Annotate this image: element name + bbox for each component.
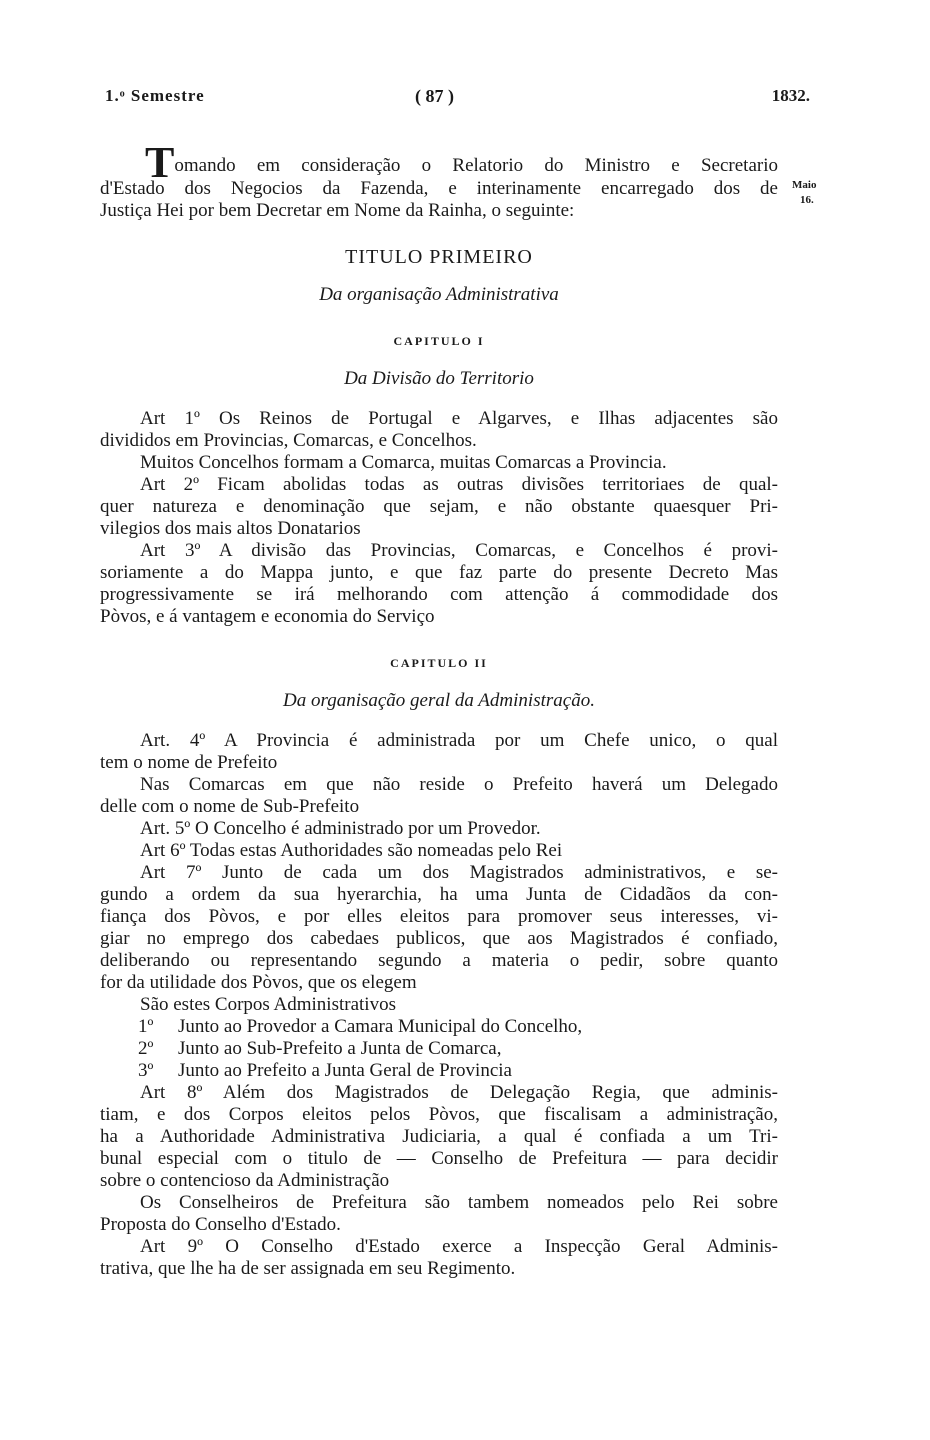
intro-paragraph [100, 138, 778, 222]
text-line: soriamente a do Mappa junto, e que faz parte do presente Decreto Mas [100, 562, 778, 583]
list-item [100, 1016, 778, 1038]
drop-cap: T [145, 138, 175, 187]
text-line: tiam, e dos Corpos eleitos pelos Pòvos, que fiscalisam a administração, [100, 1104, 778, 1125]
list-item-number: 1º [138, 1016, 154, 1037]
text-line: vilegios dos mais altos Donatarios [100, 518, 361, 539]
list-item-text: Junto ao Prefeito a Junta Geral de Provincia [178, 1060, 512, 1081]
titulo-heading: TITULO PRIMEIRO [345, 246, 533, 268]
capitulo-1-label: CAPITULO I [393, 334, 485, 348]
header-year: 1832. [771, 86, 810, 105]
list-item [100, 1060, 778, 1082]
text-line: sobre o contencioso da Administração [100, 1170, 390, 1191]
margin-month: Maio [792, 179, 817, 191]
text-line: Art 1º Os Reinos de Portugal e Algarves, e Ilhas adjacentes são [140, 408, 778, 429]
text-line: Nas Comarcas em que não reside o Prefeito haverá um Delegado [140, 774, 778, 795]
text-line: fiança dos Pòvos, e por elles eleitos para promover seus interesses, vi- [100, 906, 778, 927]
text-line: Art 6º Todas estas Authoridades são nomeadas pelo Rei [140, 840, 563, 861]
text-line: bunal especial com o titulo de — Conselho de Prefeitura — para decidir [100, 1148, 778, 1169]
capitulo-2-title: Da organisação geral da Administração. [283, 690, 595, 711]
text-line: Art 9º O Conselho d'Estado exerce a Inspecção Geral Adminis- [140, 1236, 778, 1257]
text-line: tem o nome de Prefeito [100, 752, 278, 773]
text-line: Muitos Concelhos formam a Comarca, muitas Comarcas a Provincia. [140, 452, 667, 473]
text-line: Os Conselheiros de Prefeitura são tambem nomeados pelo Rei sobre [140, 1192, 778, 1213]
text-line: delle com o nome de Sub-Prefeito [100, 796, 360, 817]
text-line: Art 2º Ficam abolidas todas as outras divisões territoriaes de qual- [140, 474, 778, 495]
capitulo-1-title: Da Divisão do Territorio [344, 368, 534, 389]
list-item [100, 1038, 778, 1060]
margin-date-note [792, 178, 836, 208]
text-line: trativa, que lhe ha de ser assignada em seu Regimento. [100, 1258, 516, 1279]
text-line: Art 3º A divisão das Provincias, Comarcas, e Concelhos é provi- [140, 540, 778, 561]
text-line: São estes Corpos Administrativos [140, 994, 396, 1015]
text-line: Pòvos, e á vantagem e economia do Serviço [100, 606, 435, 627]
text-line: ha a Authoridade Administrativa Judiciaria, a qual é confiada a um Tri- [100, 1126, 778, 1147]
capitulo-1-text [100, 408, 778, 628]
page-header [105, 86, 810, 116]
margin-day: 16. [800, 194, 814, 206]
list-item-number: 2º [138, 1038, 154, 1059]
intro-line: omando em consideração o Relatorio do Ministro e Secretario [174, 155, 778, 176]
list-item-number: 3º [138, 1060, 154, 1081]
intro-line: d'Estado dos Negocios da Fazenda, e interinamente encarregado dos de [100, 178, 778, 199]
text-line: progressivamente se irá melhorando com attenção á commodidade dos [100, 584, 778, 605]
text-line: Art. 4º A Provincia é administrada por um Chefe unico, o qual [140, 730, 778, 751]
capitulo-2-text-continued [100, 1082, 778, 1280]
header-page-number: ( 87 ) [415, 86, 454, 106]
text-line: gundo a ordem da sua hyerarchia, ha uma Junta de Cidadãos da con- [100, 884, 778, 905]
titulo-subtitle: Da organisação Administrativa [319, 284, 559, 305]
header-semester: 1.ᵒ Semestre [105, 86, 205, 105]
text-line: divididos em Provincias, Comarcas, e Concelhos. [100, 430, 477, 451]
text-line: Art 8º Além dos Magistrados de Delegação Regia, que adminis- [140, 1082, 778, 1103]
text-line: Art 7º Junto de cada um dos Magistrados administrativos, e se- [140, 862, 778, 883]
text-line: for da utilidade dos Pòvos, que os elegem [100, 972, 417, 993]
text-line: Art. 5º O Concelho é administrado por um Provedor. [140, 818, 541, 839]
capitulo-2-label: CAPITULO II [390, 656, 488, 670]
capitulo-2-text [100, 730, 778, 1016]
text-line: deliberando ou representando segundo a materia o pedir, sobre quanto [100, 950, 778, 971]
corpos-list [100, 1016, 778, 1082]
text-line: Proposta do Conselho d'Estado. [100, 1214, 341, 1235]
text-line: quer natureza e denominação que sejam, e não obstante quaesquer Pri- [100, 496, 778, 517]
document-body [100, 138, 778, 1280]
intro-line: Justiça Hei por bem Decretar em Nome da Rainha, o seguinte: [100, 200, 575, 221]
list-item-text: Junto ao Sub-Prefeito a Junta de Comarca, [178, 1038, 502, 1059]
list-item-text: Junto ao Provedor a Camara Municipal do Concelho, [178, 1016, 583, 1037]
text-line: giar no emprego dos cabedaes publicos, que aos Magistrados é confiado, [100, 928, 778, 949]
